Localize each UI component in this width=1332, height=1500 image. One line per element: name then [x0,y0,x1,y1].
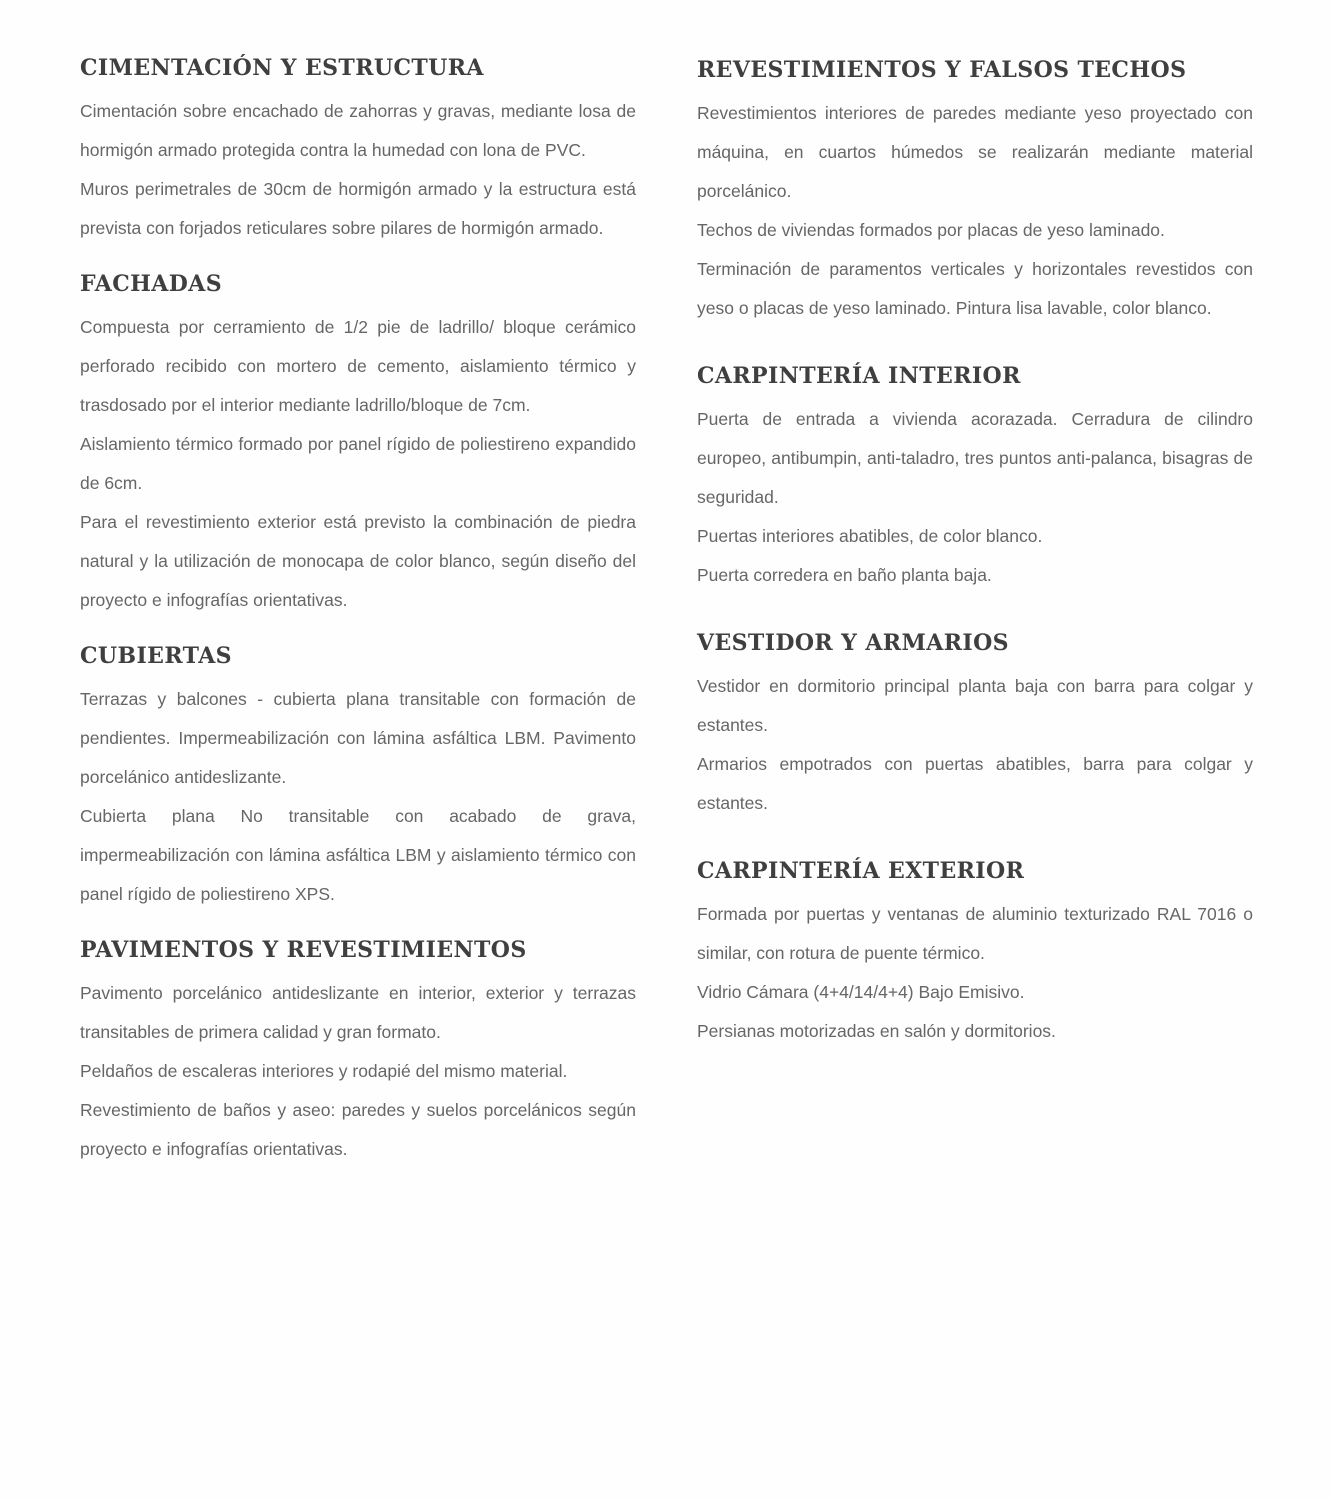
section-paragraph: Formada por puertas y ventanas de aluminio texturizado RAL 7016 o similar, con rotura de puente térmico. [697,904,1253,963]
section-paragraph: Muros perimetrales de 30cm de hormigón armado y la estructura está prevista con forjados reticulares sobre pilares de hormigón armado. [80,179,636,238]
section-heading: FACHADAS [80,271,222,297]
section-paragraph: Revestimientos interiores de paredes mediante yeso proyectado con máquina, en cuartos húmedos se realizarán mediante material porcelánico. [697,103,1253,201]
section-paragraph: Puerta corredera en baño planta baja. [697,565,992,585]
section-carpinteria-interior [697,362,1253,595]
section-heading: CIMENTACIÓN Y ESTRUCTURA [80,55,484,81]
section-paragraph: Revestimiento de baños y aseo: paredes y suelos porcelánicos según proyecto e infografías orientativas. [80,1100,636,1159]
section-heading: PAVIMENTOS Y REVESTIMIENTOS [80,937,527,963]
section-heading: CARPINTERÍA EXTERIOR [697,858,1025,884]
section-heading: CUBIERTAS [80,643,232,669]
section-paragraph: Cimentación sobre encachado de zahorras y gravas, mediante losa de hormigón armado protegida contra la humedad con lona de PVC. [80,101,636,160]
section-pavimentos [80,936,636,1169]
section-paragraph: Puerta de entrada a vivienda acorazada. Cerradura de cilindro europeo, antibumpin, anti-taladro, tres puntos anti-palanca, bisagras de seguridad. [697,409,1253,507]
section-paragraph: Peldaños de escaleras interiores y rodapié del mismo material. [80,1061,568,1081]
section-paragraph: Persianas motorizadas en salón y dormitorios. [697,1021,1056,1041]
section-paragraph: Compuesta por cerramiento de 1/2 pie de ladrillo/ bloque cerámico perforado recibido con mortero de cemento, aislamiento térmico y trasdosado por el interior mediante ladrillo/bloque de 7cm. [80,317,636,415]
section-cimentacion [80,54,636,248]
section-paragraph: Aislamiento térmico formado por panel rígido de poliestireno expandido de 6cm. [80,434,636,493]
section-paragraph: Vestidor en dormitorio principal planta baja con barra para colgar y estantes. [697,676,1253,735]
section-paragraph: Para el revestimiento exterior está previsto la combinación de piedra natural y la utilización de monocapa de color blanco, según diseño del proyecto e infografías orientativas. [80,512,636,610]
section-paragraph: Pavimento porcelánico antideslizante en interior, exterior y terrazas transitables de primera calidad y gran formato. [80,983,636,1042]
section-paragraph: Techos de viviendas formados por placas de yeso laminado. [697,220,1165,240]
section-paragraph: Terminación de paramentos verticales y horizontales revestidos con yeso o placas de yeso laminado. Pintura lisa lavable, color blanco. [697,259,1253,318]
section-heading: CARPINTERÍA INTERIOR [697,363,1021,389]
section-paragraph: Cubierta plana No transitable con acabado de grava, impermeabilización con lámina asfáltica LBM y aislamiento térmico con panel rígido de poliestireno XPS. [80,806,636,904]
section-fachadas [80,270,636,620]
section-carpinteria-exterior [697,857,1253,1051]
section-paragraph: Vidrio Cámara (4+4/14/4+4) Bajo Emisivo. [697,982,1025,1002]
left-column [80,48,636,1191]
section-revestimientos-techos [697,56,1253,328]
section-heading: VESTIDOR Y ARMARIOS [697,630,1009,656]
section-paragraph: Puertas interiores abatibles, de color blanco. [697,526,1043,546]
right-column [697,48,1253,1085]
section-vestidor-armarios [697,629,1253,823]
section-paragraph: Armarios empotrados con puertas abatibles, barra para colgar y estantes. [697,754,1253,813]
section-heading: REVESTIMIENTOS Y FALSOS TECHOS [697,57,1187,83]
section-cubiertas [80,642,636,914]
section-paragraph: Terrazas y balcones - cubierta plana transitable con formación de pendientes. Impermeabilización con lámina asfáltica LBM. Pavimento porcelánico antideslizante. [80,689,636,787]
